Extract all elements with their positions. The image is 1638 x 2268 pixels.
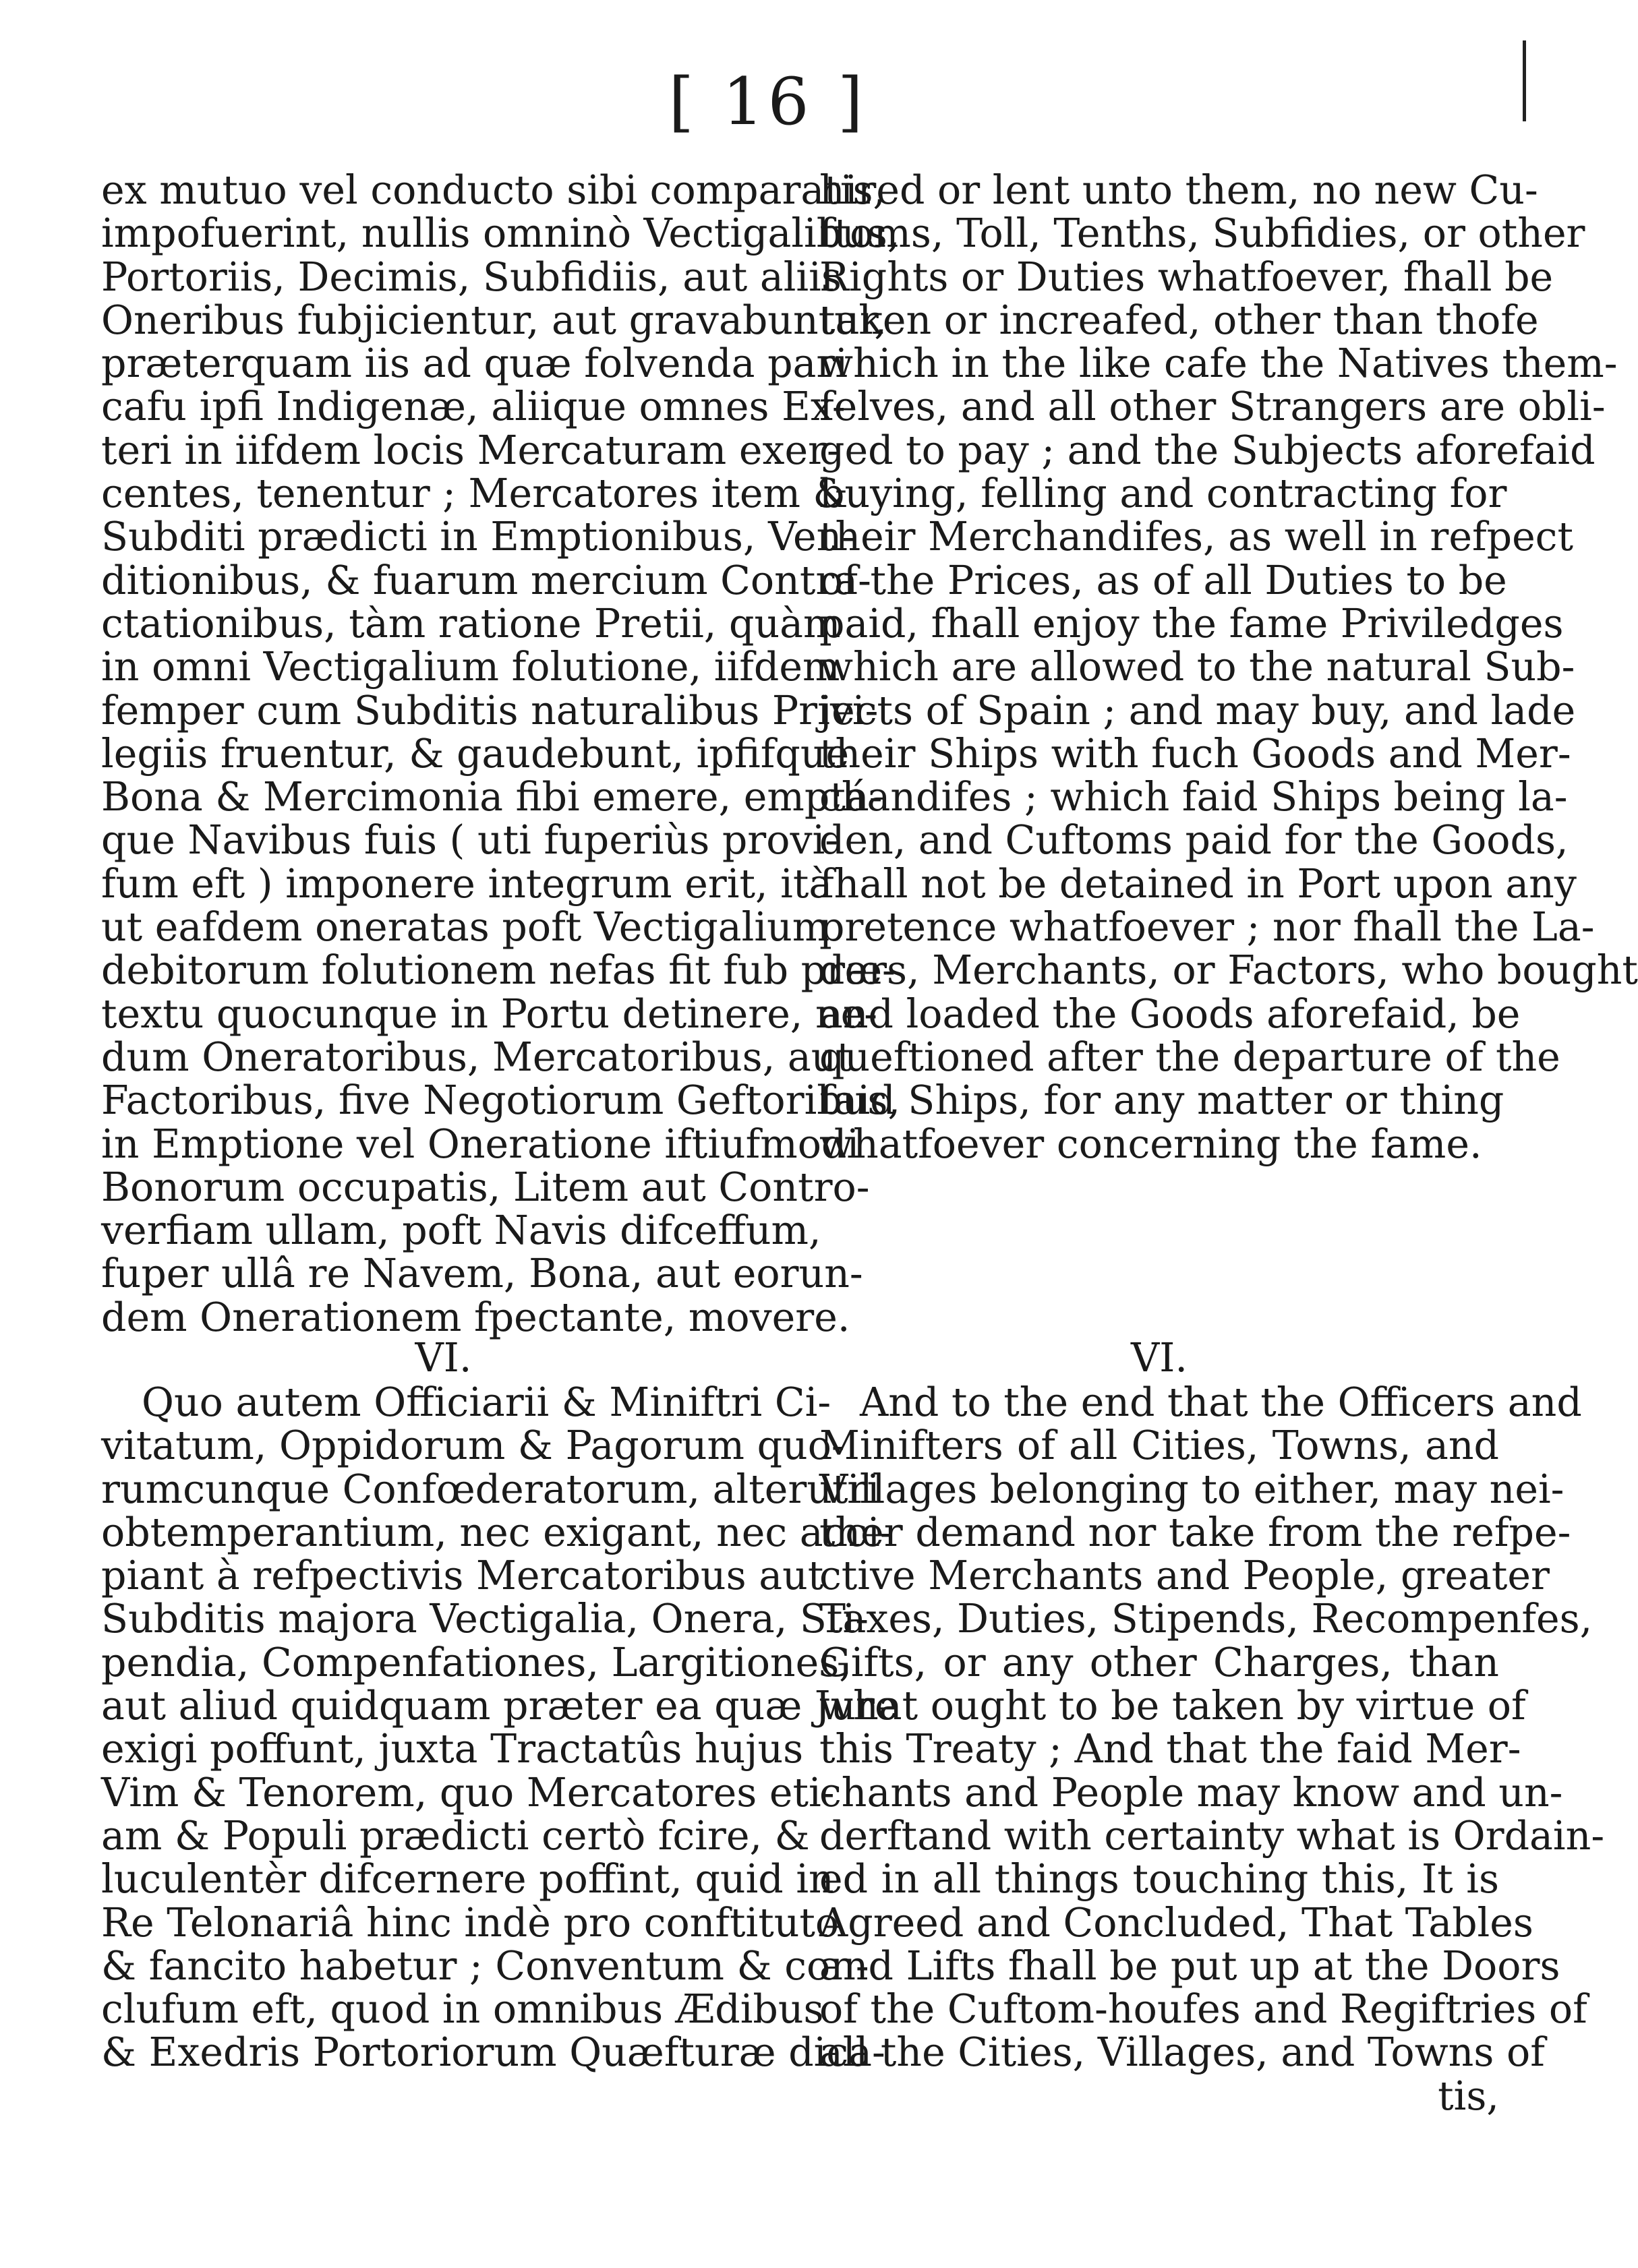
catchword: tis,: [1438, 2072, 1499, 2119]
text-line: all the Cities, Villages, and Towns of: [819, 2029, 1545, 2076]
text-line: exigi poffunt, juxta Tractatûs hujus: [101, 1726, 804, 1772]
text-line: Vim & Tenorem, quo Mercatores eti-: [101, 1769, 835, 1816]
text-line: & fancito habetur ; Conventum & con-: [101, 1942, 869, 1989]
text-line: felves, and all other Strangers are obli-: [819, 384, 1606, 430]
text-line: paid, fhall enjoy the fame Priviledges: [819, 600, 1564, 647]
text-line: legiis fruentur, & gaudebunt, ipfifque: [101, 730, 850, 777]
text-line: buying, felling and contracting for: [819, 471, 1507, 517]
text-line: fuper ullâ re Navem, Bona, aut eorun-: [101, 1251, 863, 1297]
text-line: textu quocunque in Portu detinere, ne-: [101, 990, 878, 1037]
text-line: præterquam iis ad quæ folvenda pari: [101, 340, 848, 387]
text-line: den, and Cuftoms paid for the Goods,: [819, 817, 1569, 864]
text-line: faid Ships, for any matter or thing: [819, 1077, 1504, 1124]
text-line: and Lifts fhall be put up at the Doors: [819, 1942, 1560, 1989]
text-line: Bona & Mercimonia fibi emere, emptá-: [101, 774, 883, 820]
text-line: clufum eft, quod in omnibus Ædibus: [101, 1986, 824, 2033]
text-line: chants and People may know and un-: [819, 1769, 1563, 1816]
text-line: taken or increafed, other than thofe: [819, 297, 1539, 343]
text-line: aut aliud quidquam præter ea quæ Jure: [101, 1683, 898, 1729]
text-line: & Exedris Portoriorum Quæfturæ dica-: [101, 2029, 885, 2076]
text-line: obtemperantium, nec exigant, nec acci-: [101, 1509, 894, 1555]
text-line: pendia, Compenfationes, Largitiones,: [101, 1639, 852, 1685]
text-line: dem Onerationem fpectante, movere.: [101, 1294, 850, 1340]
text-line: chandifes ; which faid Ships being la-: [819, 774, 1568, 820]
text-line: cafu ipfi Indigenæ, aliique omnes Ex-: [101, 384, 846, 430]
text-line: que Navibus fuis ( uti fuperiùs provi-: [101, 817, 838, 864]
text-line: Minifters of all Cities, Towns, and: [819, 1423, 1499, 1469]
text-line: ed in all things touching this, It is: [819, 1856, 1499, 1903]
text-line: their Ships with fuch Goods and Mer-: [819, 730, 1571, 777]
text-line: derftand with certainty what is Ordain-: [819, 1812, 1605, 1859]
text-line: ftoms, Toll, Tenths, Subfidies, or other: [819, 210, 1585, 257]
text-line: Quo autem Officiarii & Miniftri Ci-: [142, 1379, 831, 1425]
text-line: ther demand nor take from the refpe-: [819, 1509, 1571, 1555]
text-line: queftioned after the departure of the: [819, 1034, 1560, 1080]
text-line: which in the like cafe the Natives them-: [819, 340, 1618, 387]
right-column-english-text: [819, 167, 1638, 1167]
text-line: ged to pay ; and the Subjects aforefaid: [819, 427, 1596, 473]
text-line: And to the end that the Officers and: [860, 1379, 1582, 1425]
left-section-text: [101, 1379, 898, 2076]
text-line: luculentèr difcernere poffint, quid in: [101, 1856, 834, 1903]
text-line: Rights or Duties whatfoever, fhall be: [819, 253, 1554, 300]
text-line: jects of Spain ; and may buy, and lade: [819, 687, 1576, 734]
text-line: fhall not be detained in Port upon any: [819, 860, 1577, 907]
page-number-header: [ 16 ]: [668, 64, 867, 140]
right-section-heading: VI.: [1131, 1335, 1188, 1381]
text-line: debitorum folutionem nefas fit fub præ-: [101, 947, 896, 994]
text-line: Agreed and Concluded, That Tables: [819, 1899, 1533, 1946]
text-line: of the Prices, as of all Duties to be: [819, 557, 1507, 603]
right-section-text: [819, 1379, 1605, 2119]
left-column-latin-text: [101, 167, 901, 1340]
text-line: femper cum Subditis naturalibus Privi-: [101, 687, 879, 734]
text-line: and loaded the Goods aforefaid, be: [819, 990, 1521, 1037]
text-line: ctive Merchants and People, greater: [819, 1553, 1550, 1599]
text-line: verfiam ullam, poft Navis difceffum,: [101, 1207, 821, 1254]
text-line: Taxes, Duties, Stipends, Recompenfes,: [819, 1596, 1593, 1642]
text-line: ctationibus, tàm ratione Pretii, quàm: [101, 600, 841, 647]
text-line: of the Cuftom-houfes and Regiftries of: [819, 1986, 1587, 2033]
text-line: Gifts, or any other Charges, than: [819, 1639, 1499, 1685]
text-line: in omni Vectigalium folutione, iifdem: [101, 644, 840, 690]
text-line: Villages belonging to either, may nei-: [819, 1466, 1564, 1512]
text-line: whatfoever concerning the fame.: [819, 1121, 1482, 1167]
text-line: hired or lent unto them, no new Cu-: [819, 167, 1538, 213]
text-line: ders, Merchants, or Factors, who bought: [819, 947, 1638, 994]
left-section-heading: VI.: [415, 1335, 472, 1381]
text-line: Oneribus fubjicientur, aut gravabuntur,: [101, 297, 887, 343]
text-line: Bonorum occupatis, Litem aut Contro-: [101, 1164, 870, 1210]
text-line: Portoriis, Decimis, Subfidiis, aut aliis: [101, 253, 842, 300]
text-line: centes, tenentur ; Mercatores item &: [101, 471, 848, 517]
text-line: ex mutuo vel conducto sibi comparatis,: [101, 167, 886, 213]
text-line: what ought to be taken by virtue of: [819, 1683, 1526, 1729]
text-line: which are allowed to the natural Sub-: [819, 644, 1575, 690]
text-line: Re Telonariâ hinc indè pro conftituto: [101, 1899, 840, 1946]
text-line: Subditis majora Vectigalia, Onera, Sti-: [101, 1596, 869, 1642]
text-line: rumcunque Confœderatorum, alterutri: [101, 1466, 880, 1512]
text-line: piant à refpectivis Mercatoribus aut: [101, 1553, 824, 1599]
text-line: Factoribus, five Negotiorum Geftoribus,: [101, 1077, 901, 1124]
text-line: Subditi prædicti in Emptionibus, Ven-: [101, 514, 856, 560]
text-line: ut eafdem oneratas poft Vectigalium: [101, 904, 830, 951]
text-line: impofuerint, nullis omninò Vectigalibus,: [101, 210, 900, 257]
text-line: vitatum, Oppidorum & Pagorum quo-: [101, 1423, 845, 1469]
text-line: this Treaty ; And that the faid Mer-: [819, 1726, 1521, 1772]
text-line: in Emptione vel Oneratione iftiufmodi: [101, 1121, 860, 1167]
text-line: pretence whatfoever ; nor fhall the La-: [819, 904, 1595, 951]
text-line: dum Oneratoribus, Mercatoribus, aut: [101, 1034, 852, 1080]
text-line: fum eft ) imponere integrum erit, ità: [101, 860, 833, 907]
text-line: their Merchandifes, as well in refpect: [819, 514, 1573, 560]
text-line: ditionibus, & fuarum mercium Contra-: [101, 557, 871, 603]
text-line: teri in iifdem locis Mercaturam exer-: [101, 427, 840, 473]
text-line: am & Populi prædicti certò fcire, &: [101, 1812, 810, 1859]
